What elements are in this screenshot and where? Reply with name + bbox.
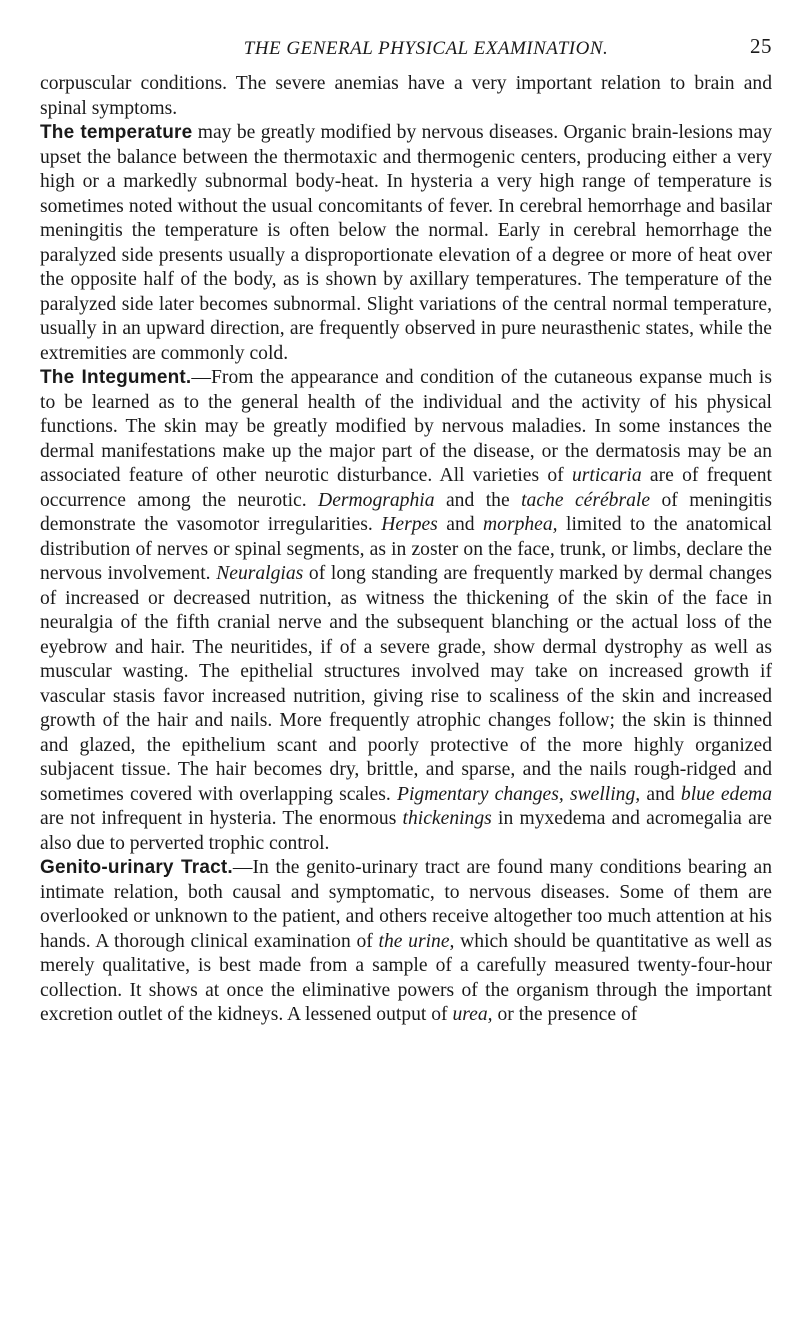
text-run: —In the genito-urinary tract are found many conditions bearing an intimate relation, both causal and symptomatic, to nervous diseases. Some of them are overlooked or unknown to the patient, and others receive altogether too much attention at his hands. A thorough clinical examination of	[40, 857, 773, 952]
text-run: limited to the anatomical distribution of nerves or spinal segments, as in zoster on the face, trunk, or limbs, declare the nervous involvement.	[40, 514, 772, 584]
page-number: 25	[750, 34, 772, 58]
paragraph-genito-urinary	[40, 856, 772, 1028]
book-page	[40, 34, 773, 1028]
section-heading-integument: The Integument.	[40, 367, 192, 388]
italic-term: urea,	[452, 1004, 493, 1025]
italic-term: Dermographia	[318, 489, 435, 511]
paragraph-temperature	[40, 121, 772, 366]
italic-term: urticaria	[571, 465, 642, 486]
italic-term: Pigmentary changes, swelling,	[397, 783, 641, 805]
text-run: which should be quantitative as well as merely qualitative, is best made from a sample of a carefully measured twenty-four-hour collection. It shows at once the eliminative powers of the organism through the important excretion outlet of the kidneys. A lessened output of	[40, 930, 772, 1025]
italic-term: tache cérébrale	[521, 489, 651, 511]
body-text	[40, 72, 772, 1028]
italic-term: morphea,	[483, 514, 558, 535]
text-run: corpuscular conditions. The severe anemias have a very important relation to brain and spinal symptoms.	[40, 73, 772, 119]
italic-term: blue edema	[680, 783, 772, 805]
italic-term: the urine,	[378, 930, 455, 952]
running-head	[40, 34, 772, 72]
section-heading-genito-urinary: Genito-urinary Tract.	[40, 857, 233, 878]
text-run: and the	[434, 489, 522, 511]
italic-term: Herpes	[381, 514, 438, 535]
text-run: and	[437, 514, 483, 535]
text-run: may be greatly modified by nervous diseases. Organic brain-lesions may upset the balance between the thermotaxic and thermogenic centers, producing either a very high or a markedly subnormal body-heat. In hysteria a very high range of temperature is sometimes noted without the usual concomitants of fever. In cerebral hemorrhage and basilar meningitis the temperature is often below the normal. Early in cerebral hemorrhage the paralyzed side presents usually a disproportionate elevation of a degree or more of heat over the opposite half of the body, as is shown by axillary temperatures. The temperature of the paralyzed side later becomes subnormal. Slight variations of the central normal temperature, usually in an upward direction, are frequently observed in pure neurasthenic states, while the extremities are commonly cold.	[40, 122, 772, 364]
italic-term: thickenings	[402, 808, 492, 829]
section-heading-temperature: The temperature	[40, 122, 193, 143]
text-run: in myxedema and acromegalia are also due to perverted trophic control.	[40, 808, 773, 854]
text-run: of meningitis demonstrate the vasomotor irregularities.	[40, 489, 772, 535]
text-run: or the presence of	[492, 1004, 638, 1025]
paragraph-continuation	[40, 72, 772, 121]
text-run: are not infrequent in hysteria. The enormous	[40, 808, 403, 829]
running-head-title: THE GENERAL PHYSICAL EXAMINATION.	[243, 38, 609, 59]
text-run: —From the appearance and condition of the cutaneous expanse much is to be learned as to the general health of the individual and the activity of his physical functions. The skin may be greatly modified by nervous maladies. In some instances the dermal manifestations make up the major part of the disease, or the dermatosis may be an associated feature of other neurotic disturbance. All varieties of	[40, 367, 772, 486]
text-run: are of frequent occurrence among the neurotic.	[40, 465, 772, 511]
text-run: of long standing are frequently marked by dermal changes of increased or decreased nutrition, as witness the thickening of the skin of the face in neuralgia of the fifth cranial nerve and the subsequent blanching or the actual loss of the eyebrow and hair. The neuritides, if of a severe grade, show dermal dystrophy as well as muscular wasting. The epithelial structures involved may take on increased growth if vascular stasis favor increased nutrition, giving rise to scaliness of the skin and increased growth of the hair and nails. More frequently atrophic changes follow; the skin is thinned and glazed, the epithelium scant and poorly protective of the more highly organized subjacent tissue. The hair becomes dry, brittle, and sparse, and the nails rough-ridged and sometimes covered with overlapping scales.	[40, 563, 772, 805]
italic-term: Neuralgias	[216, 563, 304, 584]
text-run: and	[640, 783, 681, 805]
paragraph-integument	[40, 366, 772, 856]
